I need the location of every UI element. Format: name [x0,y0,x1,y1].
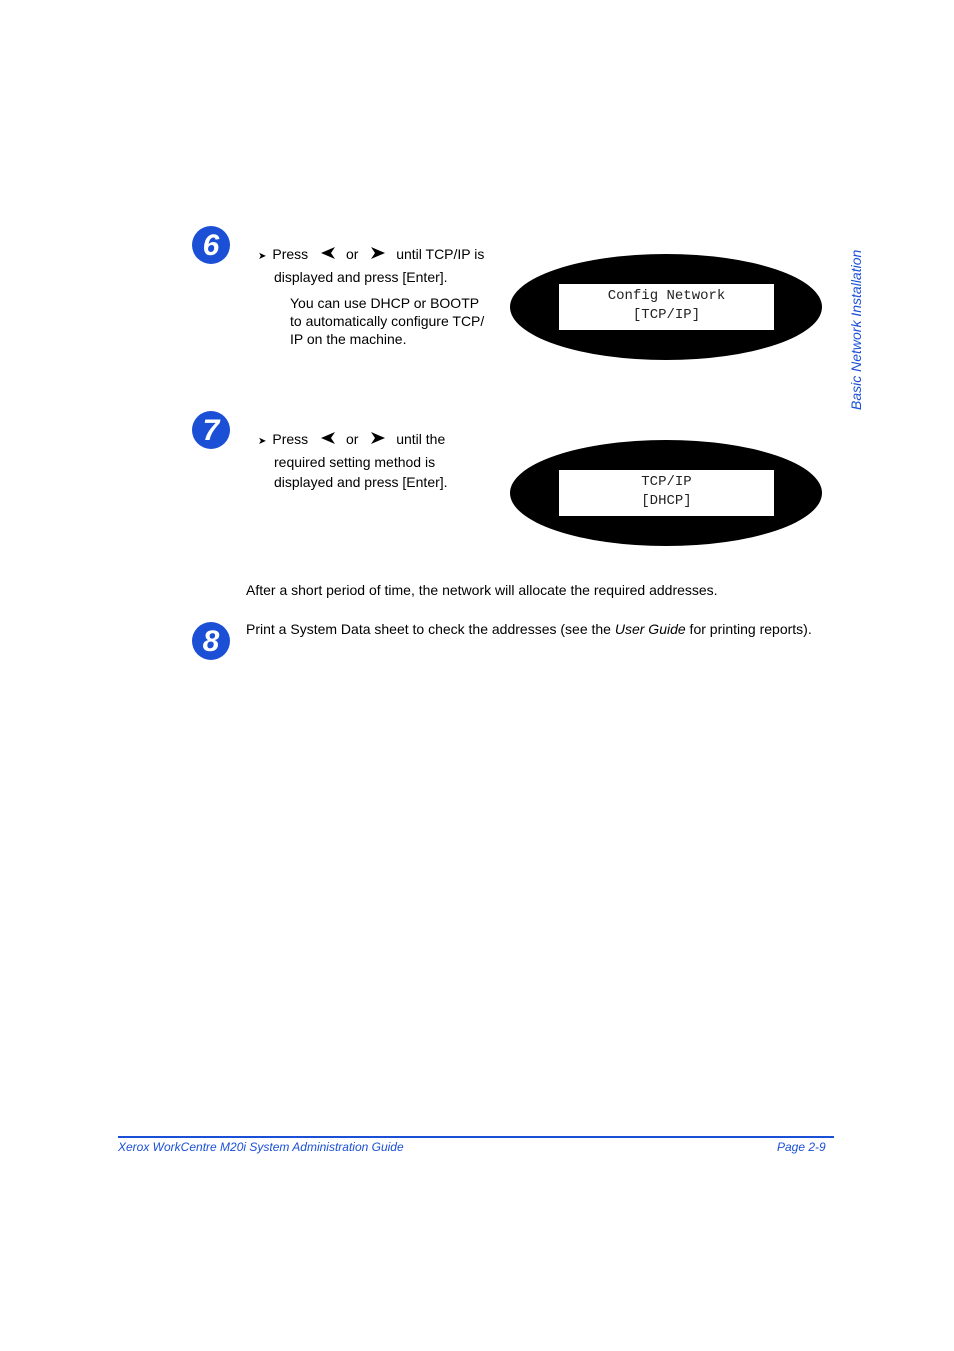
step-7-line3: displayed and press [Enter]. [274,474,448,490]
note-line-1: You can use DHCP or BOOTP [290,295,480,311]
user-guide-reference: User Guide [614,621,686,637]
lcd-7-line-2: [DHCP] [641,493,692,509]
bullet-icon: ➤ [258,251,267,262]
step-8-text-after: for printing reports). [685,621,812,637]
until-label: until the [396,431,446,447]
lcd-7-line-1: TCP/IP [641,474,692,490]
note-line-2: to automatically configure TCP/ [290,313,485,329]
right-arrow-icon [370,246,386,260]
step-7-line2: required setting method is [274,454,436,470]
or-label: or [345,246,359,262]
note-line-3: IP on the machine. [290,331,407,347]
step-6-note [290,294,500,348]
left-arrow-icon [320,246,336,260]
lcd-6-line-2: [TCP/IP] [632,307,701,323]
footer-rule [118,1136,834,1138]
press-label: Press [272,431,309,447]
step-6-instruction [258,244,508,287]
right-arrow-icon [370,431,386,445]
lcd-6-line-1: Config Network [607,288,726,304]
footer-guide-title: Xerox WorkCentre M20i System Administration Guide [118,1140,404,1154]
left-arrow-icon [320,431,336,445]
step-7-instruction [258,429,508,492]
after-paragraph: After a short period of time, the network will allocate the required addresses. [246,582,718,598]
step-6-line2: displayed and press [Enter]. [274,269,448,285]
step-8-instruction [246,620,886,638]
footer-page-number: Page 2-9 [777,1140,826,1154]
side-section-title: Basic Network Installation [848,249,864,410]
step-6-badge [191,225,231,265]
lcd-screen-7 [559,470,774,516]
step-7-number: 7 [202,414,220,447]
step-7-badge [191,410,231,450]
lcd-screen-6 [559,284,774,330]
step-6-number: 6 [202,229,220,262]
bullet-icon: ➤ [258,436,267,447]
step-8-badge [191,621,231,661]
until-label: until TCP/IP is [396,246,485,262]
step-8-number: 8 [202,625,220,658]
step-8-text-before: Print a System Data sheet to check the addresses (see the [246,621,615,637]
press-label: Press [272,246,309,262]
or-label: or [345,431,359,447]
